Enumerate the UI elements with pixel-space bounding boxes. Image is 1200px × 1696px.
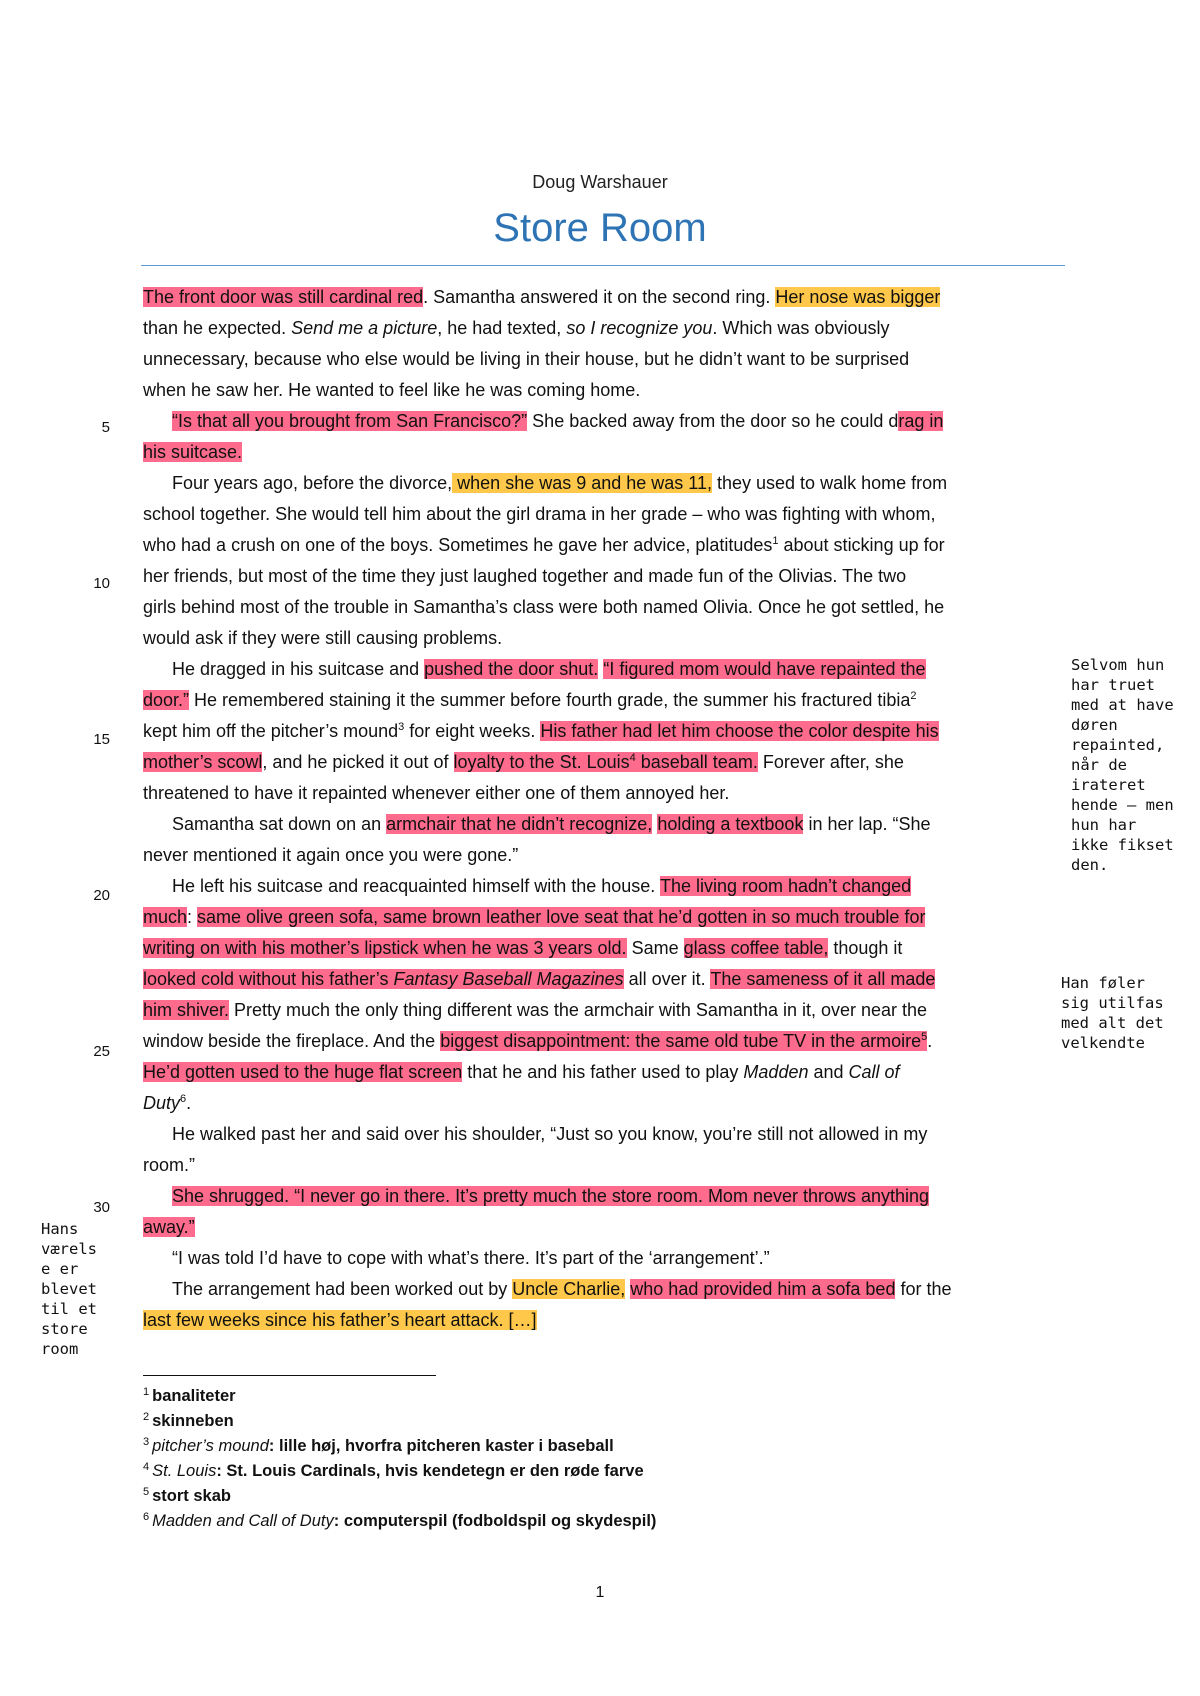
footnote: $^4$ St. Louis: St. Louis Cardinals, hvis kendetegn er den røde farve <box>143 1461 644 1480</box>
highlight-red: mother’s scowl <box>143 752 263 772</box>
title-underline <box>141 265 1065 266</box>
highlight-red: biggest disappointment: the same old tube TV in the armoire$^5$ <box>440 1031 928 1051</box>
story-line: Samantha sat down on an armchair that he didn’t recognize, holding a textbook in her lap. “She <box>172 814 931 834</box>
story-line: He dragged in his suitcase and pushed the door shut. “I figured mom would have repainted the <box>172 659 926 679</box>
story-line: Four years ago, before the divorce, when she was 9 and he was 11, they used to walk home from <box>172 473 948 493</box>
highlight-red: pushed the door shut. <box>424 659 599 679</box>
highlight-red: looked cold without his father’s Fantasy Baseball Magazines <box>143 969 624 989</box>
highlight-red: writing on with his mother’s lipstick when he was 3 years old. <box>143 938 627 958</box>
story-line: unnecessary, because who else would be living in their house, but he didn’t want to be surprised <box>143 349 910 369</box>
footnote-ref: 6 <box>180 1093 187 1105</box>
story-line: window beside the fireplace. And the biggest disappointment: the same old tube TV in the armoire$^5$. <box>143 1031 933 1051</box>
story-line: looked cold without his father’s Fantasy Baseball Magazines all over it. The sameness of it all made <box>143 969 936 989</box>
highlight-yellow: Her nose was bigger <box>775 287 941 307</box>
highlight-red: armchair that he didn’t recognize, <box>386 814 653 834</box>
highlight-red: He’d gotten used to the huge flat screen <box>143 1062 463 1082</box>
highlight-red: “I figured mom would have repainted the <box>603 659 926 679</box>
highlight-red: The front door was still cardinal red <box>143 287 424 307</box>
margin-note-room: Hans værels e er blevet til et store room <box>41 1220 97 1358</box>
story-line <box>143 1307 537 1335</box>
highlight-red: who had provided him a sofa bed <box>630 1279 896 1299</box>
footnote: $^2$ skinneben <box>143 1411 234 1430</box>
story-line: threatened to have it repainted whenever either one of them annoyed her. <box>143 783 730 803</box>
story-line: school together. She would tell him about the girl drama in her grade – who was fighting with whom, <box>143 504 936 524</box>
highlight-red: rag in <box>898 411 944 431</box>
story-line: The front door was still cardinal red. Samantha answered it on the second ring. Her nose was bigger <box>143 287 941 307</box>
highlight-red: him shiver. <box>143 1000 230 1020</box>
footnote: $^1$ banaliteter <box>143 1386 236 1405</box>
highlight-red: His father had let him choose the color despite his <box>540 721 939 741</box>
story-line: room.” <box>143 1155 196 1175</box>
highlight-red: She shrugged. “I never go in there. It’s pretty much the store room. Mom never throws anything <box>172 1186 930 1206</box>
author-name: Doug Warshauer <box>532 172 668 192</box>
story-line: much: same olive green sofa, same brown leather love seat that he’d gotten in so much trouble for <box>143 907 926 927</box>
highlight-red: The living room hadn’t changed <box>659 876 912 896</box>
story-line: Duty$^6$. <box>143 1093 192 1113</box>
footnote-ref: 1 <box>772 535 779 547</box>
story-line <box>143 439 242 467</box>
story-line: kept him off the pitcher’s mound$^3$ for eight weeks. His father had let him choose the color despite his <box>143 721 939 741</box>
story-line: him shiver. Pretty much the only thing different was the armchair with Samantha in it, over near the <box>143 1000 928 1020</box>
story-line: He left his suitcase and reacquainted himself with the house. The living room hadn’t changed <box>172 876 912 896</box>
page-number: 1 <box>595 1584 605 1601</box>
highlight-red: same olive green sofa, same brown leather love seat that he’d gotten in so much trouble for <box>197 907 926 927</box>
line-number-15: 15 <box>93 731 110 748</box>
story-line: would ask if they were still causing problems. <box>143 628 503 648</box>
margin-note-door: Selvom hun har truet med at have døren repainted, når de irateret hende – men hun har ikke fikset den. <box>1071 656 1174 874</box>
highlight-red: glass coffee table, <box>683 938 829 958</box>
highlight-yellow: Uncle Charlie, <box>512 1279 626 1299</box>
story-line: mother’s scowl, and he picked it out of loyalty to the St. Louis$^4$ baseball team. Forever after, she <box>143 752 904 772</box>
highlight-yellow: last few weeks since his father’s heart attack. […] <box>143 1310 537 1330</box>
highlight-yellow: when she was 9 and he was 11, <box>452 473 712 493</box>
story-line: than he expected. Send me a picture, he had texted, so I recognize you. Which was obviously <box>143 318 890 338</box>
story-line: writing on with his mother’s lipstick when he was 3 years old. Same glass coffee table, though it <box>143 938 903 958</box>
line-number-5: 5 <box>101 419 110 436</box>
footnote-ref: 4 <box>629 752 636 764</box>
story-line: her friends, but most of the time they just laughed together and made fun of the Olivias. The two <box>143 566 907 586</box>
line-number-10: 10 <box>93 575 110 592</box>
line-number-25: 25 <box>93 1043 110 1060</box>
story-line: who had a crush on one of the boys. Sometimes he gave her advice, platitudes$^1$ about sticking up for <box>143 535 945 555</box>
story-line: He walked past her and said over his shoulder, “Just so you know, you’re still not allowed in my <box>172 1124 928 1144</box>
story-line: when he saw her. He wanted to feel like he was coming home. <box>143 380 641 400</box>
story-line: He’d gotten used to the huge flat screen that he and his father used to play Madden and Call of <box>143 1062 900 1082</box>
story-line: never mentioned it again once you were gone.” <box>143 845 519 865</box>
highlight-red: much <box>143 907 188 927</box>
highlight-red: his suitcase. <box>143 442 243 462</box>
footnote-ref: 2 <box>910 690 917 702</box>
story-line: girls behind most of the trouble in Samantha’s class were both named Olivia. Once he got settled, he <box>143 597 945 617</box>
footnote: $^6$ Madden and Call of Duty: computerspil (fodboldspil og skydespil) <box>143 1511 657 1530</box>
footnote-separator <box>143 1375 436 1376</box>
highlight-red: The sameness of it all made <box>710 969 936 989</box>
footnote: $^3$ pitcher’s mound: lille høj, hvorfra pitcheren kaster i baseball <box>143 1436 614 1455</box>
story-line: “I was told I’d have to cope with what’s there. It’s part of the ‘arrangement’.” <box>172 1248 770 1268</box>
highlight-red: door.” <box>143 690 190 710</box>
highlight-red: “Is that all you brought from San Francisco?” <box>172 411 528 431</box>
story-line <box>143 1214 195 1242</box>
footnote: $^5$ stort skab <box>143 1486 231 1505</box>
story-line: door.” He remembered staining it the summer before fourth grade, the summer his fractured tibia$^2$ <box>143 690 917 710</box>
story-line <box>172 1183 929 1211</box>
story-line: “Is that all you brought from San Francisco?” She backed away from the door so he could drag in <box>172 411 944 431</box>
highlight-red: holding a textbook <box>657 814 804 834</box>
footnote-ref: 5 <box>921 1031 928 1043</box>
highlight-red: loyalty to the St. Louis$^4$ baseball team. <box>453 752 758 772</box>
story-title: Store Room <box>493 206 707 250</box>
margin-note-familiar: Han føler sig utilfas med alt det velkendte <box>1061 974 1164 1052</box>
line-number-20: 20 <box>93 887 110 904</box>
footnote-ref: 3 <box>398 721 405 733</box>
story-line: The arrangement had been worked out by Uncle Charlie, who had provided him a sofa bed for the <box>172 1279 952 1299</box>
highlight-red: away.” <box>143 1217 195 1237</box>
line-number-30: 30 <box>93 1199 110 1216</box>
